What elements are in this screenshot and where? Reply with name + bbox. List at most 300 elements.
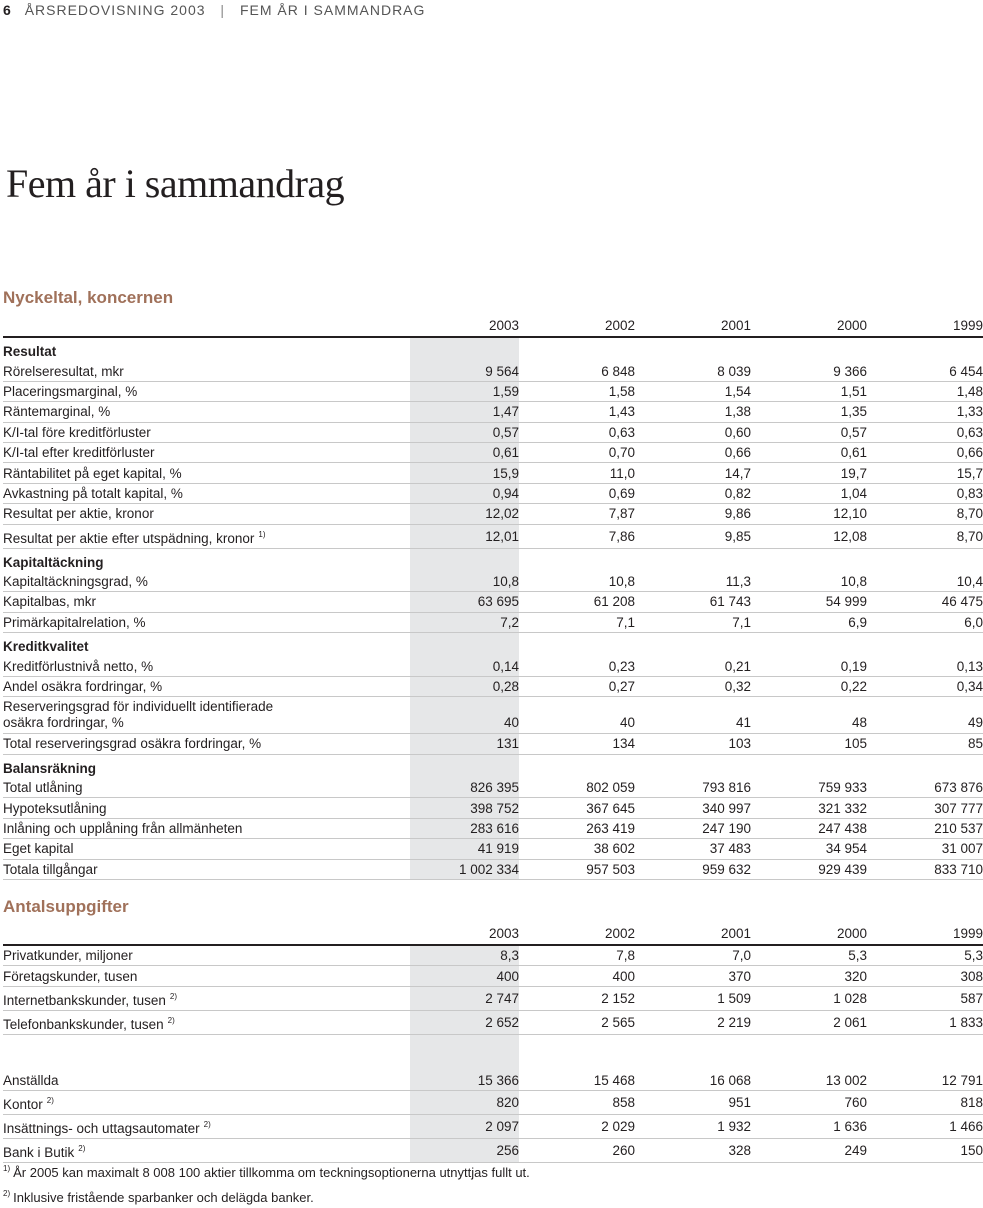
value-cell: 31 007: [874, 839, 983, 859]
value-cell: 818: [874, 1091, 983, 1115]
group-heading-row: [3, 633, 983, 657]
empty-cell: [758, 337, 867, 361]
table-row: [3, 818, 983, 838]
year-header: 2000: [758, 313, 867, 337]
column-gap: [751, 592, 758, 612]
column-gap: [635, 1053, 642, 1071]
value-cell: 0,14: [410, 656, 519, 676]
value-cell: 103: [642, 734, 751, 754]
column-gap: [867, 633, 874, 657]
row-label-text: Resultat per aktie, kronor: [3, 506, 154, 522]
column-gap: [751, 442, 758, 462]
value-cell: 5,3: [874, 945, 983, 966]
row-label-text: Telefonbankskunder, tusen: [3, 1016, 164, 1032]
value-cell: 0,60: [642, 422, 751, 442]
group-heading: Kapitaltäckning: [3, 554, 104, 570]
value-cell: 0,63: [526, 422, 635, 442]
column-gap: [867, 463, 874, 483]
column-gap: [635, 697, 642, 734]
value-cell: 2 029: [526, 1115, 635, 1139]
column-gap: [635, 483, 642, 503]
column-gap: [635, 524, 642, 548]
value-cell: 0,28: [410, 676, 519, 696]
value-cell: 48: [758, 697, 867, 734]
empty-cell: [874, 337, 983, 361]
empty-cell: [526, 548, 635, 572]
value-cell: 1,59: [410, 381, 519, 401]
empty-cell: [526, 754, 635, 778]
column-gap: [867, 572, 874, 592]
column-gap: [519, 1034, 526, 1053]
column-gap: [519, 1010, 526, 1034]
value-cell: 6,9: [758, 612, 867, 632]
nyckeltal-heading: Nyckeltal, koncernen: [3, 288, 174, 307]
column-gap: [751, 463, 758, 483]
column-gap: [751, 1115, 758, 1139]
column-gap: [751, 986, 758, 1010]
row-label: [3, 966, 410, 986]
column-gap: [519, 859, 526, 879]
column-gap: [751, 337, 758, 361]
value-cell: 587: [874, 986, 983, 1010]
empty-cell: [642, 633, 751, 657]
column-gap: [519, 381, 526, 401]
value-cell: 2 097: [410, 1115, 519, 1139]
spacer-cell: [410, 1053, 519, 1071]
table-row: [3, 442, 983, 462]
column-gap: [867, 592, 874, 612]
empty-cell: [758, 548, 867, 572]
row-label: [3, 442, 410, 462]
value-cell: 9,85: [642, 524, 751, 548]
column-gap: [519, 592, 526, 612]
value-cell: 13 002: [758, 1071, 867, 1091]
column-gap: [751, 798, 758, 818]
row-label-text: Bank i Butik: [3, 1145, 75, 1161]
group-heading: Kreditkvalitet: [3, 639, 89, 655]
column-gap: [867, 361, 874, 381]
value-cell: 0,27: [526, 676, 635, 696]
column-gap: [635, 504, 642, 524]
column-gap: [519, 697, 526, 734]
column-gap: [867, 1053, 874, 1071]
row-label-text: Rörelseresultat, mkr: [3, 363, 124, 379]
column-gap: [867, 381, 874, 401]
year-header: 1999: [874, 921, 983, 945]
value-cell: 247 438: [758, 818, 867, 838]
row-label: [3, 422, 410, 442]
header-separator: |: [220, 2, 226, 18]
column-gap: [867, 839, 874, 859]
value-cell: 1 636: [758, 1115, 867, 1139]
value-cell: 34 954: [758, 839, 867, 859]
column-gap: [519, 463, 526, 483]
column-gap: [635, 1034, 642, 1053]
value-cell: 249: [758, 1139, 867, 1163]
page-number: 6: [3, 2, 12, 18]
value-cell: 793 816: [642, 778, 751, 798]
column-gap: [751, 1071, 758, 1091]
table-row: [3, 697, 983, 734]
column-gap: [635, 798, 642, 818]
column-gap: [519, 612, 526, 632]
spacer-cell: [758, 1053, 867, 1071]
value-cell: 826 395: [410, 778, 519, 798]
table-row: [3, 859, 983, 879]
table-row: [3, 798, 983, 818]
column-gap: [867, 1091, 874, 1115]
empty-cell: [642, 754, 751, 778]
header-label-cell: [3, 313, 410, 337]
spacer-cell: [3, 1034, 410, 1053]
table-row: [3, 463, 983, 483]
column-gap: [519, 818, 526, 838]
value-cell: 38 602: [526, 839, 635, 859]
table-row: [3, 676, 983, 696]
value-cell: 10,8: [410, 572, 519, 592]
column-gap: [751, 572, 758, 592]
value-cell: 5,3: [758, 945, 867, 966]
column-gap: [867, 1139, 874, 1163]
empty-cell: [874, 754, 983, 778]
value-cell: 760: [758, 1091, 867, 1115]
value-cell: 7,0: [642, 945, 751, 966]
value-cell: 2 219: [642, 1010, 751, 1034]
value-cell: 19,7: [758, 463, 867, 483]
value-cell: 2 565: [526, 1010, 635, 1034]
value-cell: 61 743: [642, 592, 751, 612]
column-gap: [867, 697, 874, 734]
value-cell: 1,33: [874, 402, 983, 422]
antal-table: [3, 921, 983, 1163]
value-cell: 260: [526, 1139, 635, 1163]
column-gap: [519, 422, 526, 442]
group-heading-row: [3, 548, 983, 572]
value-cell: 8,3: [410, 945, 519, 966]
value-cell: 16 068: [642, 1071, 751, 1091]
value-cell: 11,3: [642, 572, 751, 592]
empty-cell: [642, 548, 751, 572]
value-cell: 959 632: [642, 859, 751, 879]
header-label-cell: [3, 921, 410, 945]
table-row: [3, 966, 983, 986]
value-cell: 7,2: [410, 612, 519, 632]
column-gap: [519, 483, 526, 503]
row-label-text: Internetbankskunder, tusen: [3, 992, 166, 1008]
column-gap: [751, 945, 758, 966]
value-cell: 400: [410, 966, 519, 986]
row-label: [3, 592, 410, 612]
column-gap: [635, 966, 642, 986]
row-label: [3, 1071, 410, 1091]
report-name: ÅRSREDOVISNING 2003: [24, 2, 206, 18]
row-label-text: Total utlåning: [3, 780, 83, 796]
value-cell: 0,69: [526, 483, 635, 503]
row-label-text: Eget kapital: [3, 841, 74, 857]
row-label-text-line2: osäkra fordringar, %: [3, 715, 124, 731]
value-cell: 61 208: [526, 592, 635, 612]
value-cell: 1,54: [642, 381, 751, 401]
column-gap: [751, 1010, 758, 1034]
value-cell: 85: [874, 734, 983, 754]
value-cell: 1,58: [526, 381, 635, 401]
row-label: [3, 945, 410, 966]
row-label-text: Kapitaltäckningsgrad, %: [3, 574, 148, 590]
column-gap: [867, 337, 874, 361]
row-label-text: Total reserveringsgrad osäkra fordringar, %: [3, 736, 262, 752]
empty-cell: [874, 548, 983, 572]
column-gap: [519, 921, 526, 945]
value-cell: 320: [758, 966, 867, 986]
column-gap: [867, 1034, 874, 1053]
column-gap: [867, 402, 874, 422]
value-cell: 105: [758, 734, 867, 754]
column-gap: [867, 778, 874, 798]
row-label: [3, 1010, 410, 1034]
column-gap: [519, 986, 526, 1010]
column-gap: [635, 778, 642, 798]
column-gap: [635, 986, 642, 1010]
table-row: [3, 986, 983, 1010]
table-row: [3, 656, 983, 676]
column-gap: [751, 966, 758, 986]
table-row: [3, 1010, 983, 1034]
value-cell: 2 152: [526, 986, 635, 1010]
value-cell: 256: [410, 1139, 519, 1163]
empty-cell: [874, 633, 983, 657]
row-label-text: Totala tillgångar: [3, 861, 98, 877]
value-cell: 14,7: [642, 463, 751, 483]
table-row: [3, 361, 983, 381]
value-cell: 134: [526, 734, 635, 754]
column-gap: [519, 548, 526, 572]
column-gap: [519, 676, 526, 696]
table-row: [3, 381, 983, 401]
value-cell: 6 454: [874, 361, 983, 381]
spacer-row: [3, 1053, 983, 1071]
value-cell: 7,1: [642, 612, 751, 632]
footnote-ref: 2): [46, 1096, 54, 1106]
column-gap: [867, 754, 874, 778]
value-cell: 12 791: [874, 1071, 983, 1091]
value-cell: 858: [526, 1091, 635, 1115]
column-gap: [751, 697, 758, 734]
footnote-ref: 2): [78, 1144, 86, 1154]
empty-cell: [642, 337, 751, 361]
value-cell: 15 366: [410, 1071, 519, 1091]
value-cell: 0,57: [410, 422, 519, 442]
table-row: [3, 1115, 983, 1139]
column-gap: [867, 612, 874, 632]
value-cell: 6 848: [526, 361, 635, 381]
column-gap: [751, 381, 758, 401]
column-gap: [751, 504, 758, 524]
column-gap: [751, 734, 758, 754]
group-heading-row: [3, 754, 983, 778]
column-gap: [867, 676, 874, 696]
row-label: [3, 361, 410, 381]
value-cell: 1 833: [874, 1010, 983, 1034]
empty-cell: [758, 754, 867, 778]
value-cell: 0,66: [642, 442, 751, 462]
table-row: [3, 778, 983, 798]
column-gap: [635, 442, 642, 462]
page-header: [3, 2, 425, 18]
value-cell: 307 777: [874, 798, 983, 818]
year-header: 2003: [410, 921, 519, 945]
column-gap: [751, 921, 758, 945]
value-cell: 150: [874, 1139, 983, 1163]
column-gap: [751, 361, 758, 381]
column-gap: [751, 548, 758, 572]
column-gap: [635, 633, 642, 657]
row-label-text: Kapitalbas, mkr: [3, 594, 97, 610]
value-cell: 7,8: [526, 945, 635, 966]
column-gap: [635, 818, 642, 838]
group-heading: Balansräkning: [3, 760, 97, 776]
column-gap: [751, 483, 758, 503]
column-gap: [867, 818, 874, 838]
empty-cell: [410, 337, 519, 361]
value-cell: 131: [410, 734, 519, 754]
value-cell: 210 537: [874, 818, 983, 838]
year-header: 2003: [410, 313, 519, 337]
row-label-text: Kreditförlustnivå netto, %: [3, 658, 154, 674]
value-cell: 9,86: [642, 504, 751, 524]
row-label: [3, 818, 410, 838]
column-gap: [867, 548, 874, 572]
value-cell: 40: [526, 697, 635, 734]
column-gap: [635, 734, 642, 754]
row-label-text: Primärkapitalrelation, %: [3, 614, 146, 630]
column-gap: [519, 734, 526, 754]
empty-cell: [526, 633, 635, 657]
value-cell: 7,87: [526, 504, 635, 524]
column-gap: [519, 313, 526, 337]
column-gap: [635, 463, 642, 483]
column-gap: [635, 572, 642, 592]
value-cell: 0,34: [874, 676, 983, 696]
footnotes: [3, 1158, 530, 1208]
spacer-cell: [642, 1053, 751, 1071]
value-cell: 15,9: [410, 463, 519, 483]
value-cell: 0,13: [874, 656, 983, 676]
row-label-text: Andel osäkra fordringar, %: [3, 679, 163, 695]
value-cell: 12,10: [758, 504, 867, 524]
value-cell: 1,48: [874, 381, 983, 401]
column-gap: [751, 754, 758, 778]
row-label-text: Hypoteksutlåning: [3, 800, 107, 816]
column-gap: [751, 524, 758, 548]
column-gap: [751, 402, 758, 422]
column-gap: [635, 548, 642, 572]
table-row: [3, 1071, 983, 1091]
value-cell: 0,70: [526, 442, 635, 462]
value-cell: 46 475: [874, 592, 983, 612]
column-gap: [867, 1115, 874, 1139]
column-gap: [635, 1010, 642, 1034]
table-row: [3, 839, 983, 859]
column-gap: [519, 945, 526, 966]
nyckeltal-table: [3, 313, 983, 880]
page-title: Fem år i sammandrag: [6, 161, 345, 206]
value-cell: 929 439: [758, 859, 867, 879]
column-gap: [751, 859, 758, 879]
row-label-text: Räntabilitet på eget kapital, %: [3, 465, 182, 481]
column-gap: [635, 1115, 642, 1139]
value-cell: 820: [410, 1091, 519, 1115]
row-label: [3, 612, 410, 632]
spacer-cell: [3, 1053, 410, 1071]
table-row: [3, 572, 983, 592]
value-cell: 8,70: [874, 504, 983, 524]
row-label: [3, 676, 410, 696]
value-cell: 0,66: [874, 442, 983, 462]
column-gap: [867, 798, 874, 818]
value-cell: 15,7: [874, 463, 983, 483]
value-cell: 1,47: [410, 402, 519, 422]
row-label: [3, 524, 410, 548]
value-cell: 398 752: [410, 798, 519, 818]
row-label: [3, 859, 410, 879]
column-gap: [519, 656, 526, 676]
value-cell: 12,08: [758, 524, 867, 548]
value-cell: 0,94: [410, 483, 519, 503]
row-label-text: K/I-tal efter kreditförluster: [3, 445, 155, 461]
value-cell: 400: [526, 966, 635, 986]
row-label-text: Reserveringsgrad för individuellt identifierade: [3, 699, 274, 715]
value-cell: 49: [874, 697, 983, 734]
table-row: [3, 945, 983, 966]
table-row: [3, 592, 983, 612]
column-gap: [519, 839, 526, 859]
row-label-text: Insättnings- och uttagsautomater: [3, 1121, 200, 1137]
column-gap: [635, 921, 642, 945]
footnote-2: $^{2)}$ Inklusive fristående sparbanker och delägda banker.: [3, 1189, 314, 1205]
footnote-ref: 2): [203, 1120, 211, 1130]
column-gap: [519, 966, 526, 986]
year-header: 1999: [874, 313, 983, 337]
column-gap: [635, 1091, 642, 1115]
empty-cell: [410, 754, 519, 778]
column-gap: [751, 1139, 758, 1163]
value-cell: 367 645: [526, 798, 635, 818]
column-gap: [519, 754, 526, 778]
column-gap: [635, 337, 642, 361]
value-cell: 1 932: [642, 1115, 751, 1139]
column-gap: [751, 656, 758, 676]
column-gap: [635, 676, 642, 696]
row-label: [3, 504, 410, 524]
column-gap: [867, 422, 874, 442]
empty-cell: [410, 548, 519, 572]
value-cell: 0,21: [642, 656, 751, 676]
value-cell: 1 002 334: [410, 859, 519, 879]
year-header: 2001: [642, 921, 751, 945]
column-gap: [519, 1053, 526, 1071]
value-cell: 0,82: [642, 483, 751, 503]
year-header: 2002: [526, 921, 635, 945]
table-row: [3, 504, 983, 524]
value-cell: 6,0: [874, 612, 983, 632]
value-cell: 1,35: [758, 402, 867, 422]
value-cell: 951: [642, 1091, 751, 1115]
column-gap: [867, 313, 874, 337]
value-cell: 54 999: [758, 592, 867, 612]
value-cell: 15 468: [526, 1071, 635, 1091]
column-gap: [519, 442, 526, 462]
value-cell: 802 059: [526, 778, 635, 798]
